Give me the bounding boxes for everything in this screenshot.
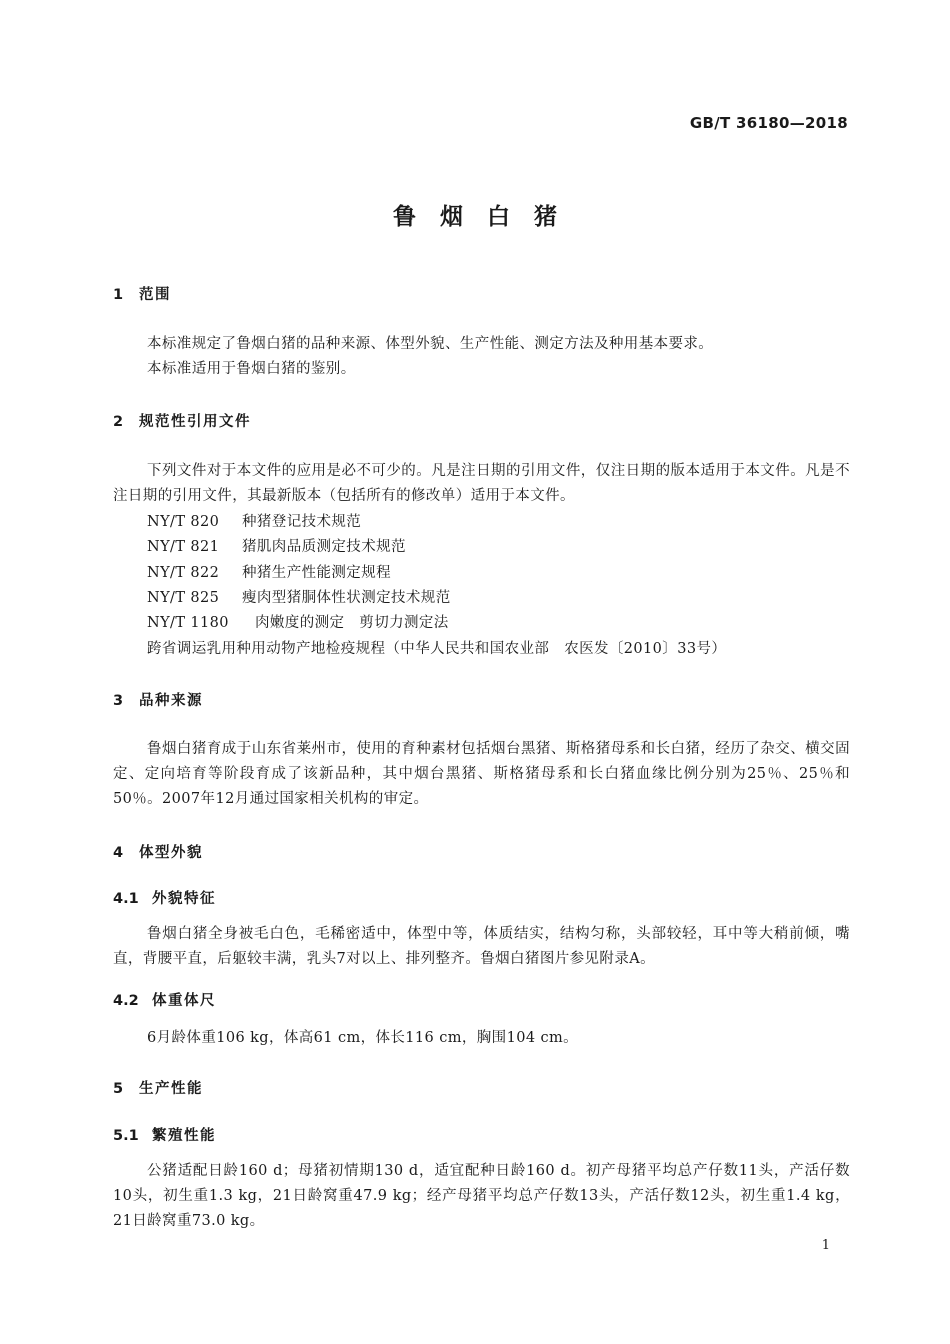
reference-code: NY/T 821 <box>147 539 220 555</box>
reference-title: 种猪登记技术规范 <box>242 514 362 530</box>
section-title: 范围 <box>139 287 171 303</box>
standard-number: GB/T 36180—2018 <box>689 114 848 132</box>
reference-title: 种猪生产性能测定规程 <box>242 565 391 581</box>
section-4-2-text: 6月龄体重106 kg，体高61 cm，体长116 cm，胸围104 cm。 <box>147 1030 579 1046</box>
section-2-intro: 下列文件对于本文件的应用是必不可少的。凡是注日期的引用文件，仅注日期的版本适用于本文件。凡是不注日期的引用文件，其最新版本（包括所有的修改单）适用于本文件。 <box>113 463 850 505</box>
section-title: 繁殖性能 <box>152 1128 216 1144</box>
section-title: 品种来源 <box>139 693 203 709</box>
reference-item-regulation: 跨省调运乳用种用动物产地检疫规程（中华人民共和国农业部 农医发〔2010〕33号） <box>147 641 727 657</box>
reference-item <box>147 535 406 556</box>
section-5-1-heading <box>113 1124 216 1145</box>
section-1-heading <box>113 283 171 304</box>
section-5-1-text: 公猪适配日龄160 d；母猪初情期130 d，适宜配种日龄160 d。初产母猪平均总产仔数11头，产活仔数10头，初生重1.3 kg，21日龄窝重47.9 kg；经产母猪平均总产仔数13头，产活仔数12头，初生重1.4 kg，21日龄窝重73.0 kg。 <box>113 1163 850 1230</box>
reference-title: 肉嫩度的测定 剪切力测定法 <box>255 615 449 631</box>
section-5-heading <box>113 1077 203 1098</box>
reference-item <box>147 611 449 632</box>
reference-code: NY/T 820 <box>147 514 220 530</box>
section-4-heading <box>113 841 203 862</box>
section-1-line-2: 本标准适用于鲁烟白猪的鉴别。 <box>147 361 356 377</box>
section-3-text: 鲁烟白猪育成于山东省莱州市，使用的育种素材包括烟台黑猪、斯格猪母系和长白猪，经历了杂交、横交固定、定向培育等阶段育成了该新品种，其中烟台黑猪、斯格猪母系和长白猪血缘比例分别为25％、25％和50％。2007年12月通过国家相关机构的审定。 <box>113 741 850 808</box>
section-title: 规范性引用文件 <box>139 414 251 430</box>
section-number: 4 <box>113 845 124 861</box>
reference-code: NY/T 825 <box>147 590 220 606</box>
section-3-heading <box>113 689 203 710</box>
reference-code: NY/T 1180 <box>147 615 229 631</box>
reference-item <box>147 561 391 582</box>
document-title: 鲁烟白猪 <box>393 204 581 230</box>
section-number: 5 <box>113 1081 124 1097</box>
reference-item <box>147 586 451 607</box>
section-title: 外貌特征 <box>152 891 216 907</box>
section-number: 3 <box>113 693 124 709</box>
section-title: 生产性能 <box>139 1081 203 1097</box>
section-number: 2 <box>113 414 124 430</box>
reference-title: 瘦肉型猪胴体性状测定技术规范 <box>242 590 451 606</box>
section-number: 1 <box>113 287 124 303</box>
section-number: 4.2 <box>113 993 139 1009</box>
section-title: 体型外貌 <box>139 845 203 861</box>
reference-title: 猪肌肉品质测定技术规范 <box>242 539 406 555</box>
section-2-heading <box>113 410 251 431</box>
section-4-2-heading <box>113 989 216 1010</box>
section-1-line-1: 本标准规定了鲁烟白猪的品种来源、体型外貌、生产性能、测定方法及种用基本要求。 <box>147 336 714 352</box>
section-4-1-text: 鲁烟白猪全身被毛白色，毛稀密适中，体型中等，体质结实，结构匀称，头部较轻，耳中等大稍前倾，嘴直，背腰平直，后躯较丰满，乳头7对以上、排列整齐。鲁烟白猪图片参见附录A。 <box>113 926 850 968</box>
section-number: 4.1 <box>113 891 139 907</box>
reference-item <box>147 510 361 531</box>
section-4-1-heading <box>113 887 216 908</box>
section-title: 体重体尺 <box>152 993 216 1009</box>
page-number: 1 <box>821 1238 830 1253</box>
reference-code: NY/T 822 <box>147 565 220 581</box>
section-number: 5.1 <box>113 1128 139 1144</box>
